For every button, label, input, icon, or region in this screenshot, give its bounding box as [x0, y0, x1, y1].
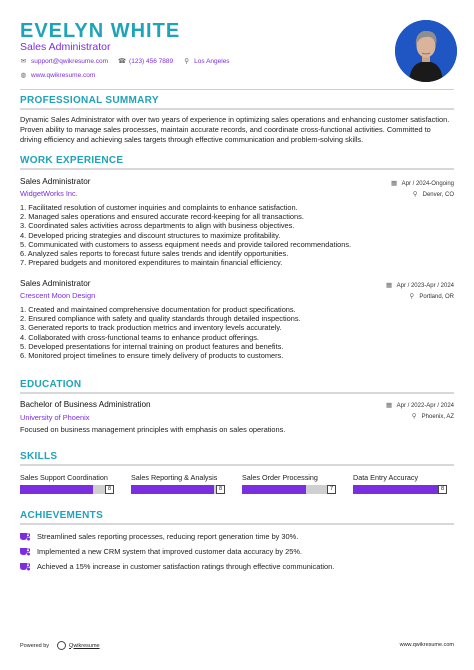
job-company: Crescent Moon Design [20, 291, 96, 300]
job-location-text: Portland, OR [419, 293, 454, 300]
phone-item [118, 58, 173, 65]
list-item: 3. Coordinated sales activities across departments to align with business objectives. [20, 221, 295, 231]
person-portrait-icon [395, 20, 457, 82]
website-text: www.qwikresume.com [31, 72, 96, 79]
job-dates-text: Apr / 2023-Apr / 2024 [396, 282, 454, 289]
job-dates [391, 180, 454, 187]
skills-heading: SKILLS [20, 451, 58, 462]
trophy-icon [20, 562, 30, 571]
list-item: 7. Prepared budgets and monitored expenditures to maintain financial efficiency. [20, 258, 283, 268]
skill-label: Data Entry Accuracy [353, 473, 419, 482]
list-item: 3. Generated reports to track production metrics and inventory levels accurately. [20, 323, 282, 333]
calendar-icon: ▦ [386, 402, 393, 409]
profile-photo [395, 20, 457, 82]
summary-text: Dynamic Sales Administrator with over two years of experience in optimizing sales operations and enhancing customer satisfaction. Proven ability to manage sales processes, maintain accurate records, and coordinate cross-functional activities. Committed to driving efficiency and achieving sales targets through effective communication and problem-solving skills. [20, 115, 450, 144]
achievements-divider [20, 523, 454, 525]
email-text: support@qwikresume.com [31, 58, 109, 65]
phone-icon: ☎ [118, 58, 127, 65]
achievements-heading: ACHIEVEMENTS [20, 510, 104, 521]
skill-label: Sales Order Processing [242, 473, 318, 482]
candidate-title: Sales Administrator [20, 41, 111, 53]
list-item: 2. Ensured compliance with safety and quality standards through detailed inspections. [20, 314, 301, 324]
experience-heading: WORK EXPERIENCE [20, 155, 124, 166]
skill-level: 8 [438, 485, 447, 494]
skill-item [242, 473, 336, 494]
skill-level: 7 [327, 485, 336, 494]
skill-label: Sales Reporting & Analysis [131, 473, 218, 482]
skill-label: Sales Support Coordination [20, 473, 108, 482]
list-item: 6. Monitored project timelines to ensure timely delivery of products to customers. [20, 351, 284, 361]
job-location [408, 293, 454, 300]
school-name: University of Phoenix [20, 413, 90, 422]
location-item [183, 58, 229, 65]
qwikresume-logo-icon [57, 641, 66, 650]
job-location [412, 191, 454, 198]
education-note: Focused on business management principles with emphasis on sales operations. [20, 425, 286, 434]
phone-text: (123) 456 7889 [129, 58, 174, 65]
calendar-icon: ▦ [391, 180, 398, 187]
footer-url[interactable]: www.qwikresume.com [399, 642, 454, 648]
list-item: 2. Managed sales operations and ensured accurate record-keeping for all transactions. [20, 212, 304, 222]
globe-icon: ◍ [20, 72, 27, 79]
location-pin-icon: ⚲ [412, 191, 418, 198]
location-pin-icon: ⚲ [409, 293, 415, 300]
achievement-item [20, 562, 334, 571]
summary-heading: PROFESSIONAL SUMMARY [20, 95, 159, 106]
education-dates-text: Apr / 2022-Apr / 2024 [396, 402, 454, 409]
trophy-icon [20, 532, 30, 541]
footer-powered-by [20, 641, 100, 650]
location-pin-icon: ⚲ [184, 58, 190, 65]
website-item[interactable] [20, 72, 95, 79]
email-icon: ✉ [20, 58, 27, 65]
skill-bar-fill [20, 485, 93, 494]
skill-bar [20, 485, 114, 494]
skill-bar [131, 485, 225, 494]
education-location-text: Phoenix, AZ [421, 413, 454, 420]
summary-divider [20, 108, 454, 110]
skill-level: 8 [216, 485, 225, 494]
degree-title: Bachelor of Business Administration [20, 400, 151, 409]
job-company: WidgetWorks Inc. [20, 189, 78, 198]
education-dates [386, 402, 454, 409]
trophy-icon [20, 547, 30, 556]
list-item: 1. Created and maintained comprehensive documentation for product specifications. [20, 305, 296, 314]
job-title: Sales Administrator [20, 177, 91, 186]
skill-bar [353, 485, 447, 494]
email-item[interactable] [20, 58, 108, 65]
list-item: 5. Developed presentations for internal training on product features and benefits. [20, 341, 284, 351]
job-location-text: Denver, CO [422, 191, 454, 198]
calendar-icon: ▦ [386, 282, 393, 289]
achievement-item [20, 532, 298, 541]
skill-bar-fill [353, 485, 438, 494]
achievement-item [20, 547, 302, 556]
achievement-text: Implemented a new CRM system that improved customer data accuracy by 25%. [37, 547, 302, 556]
contact-row [20, 58, 240, 65]
list-item: 6. Analyzed sales reports to forecast future sales trends and identify opportunities. [20, 249, 289, 259]
education-heading: EDUCATION [20, 379, 82, 390]
location-text: Los Angeles [194, 58, 230, 65]
job-dates-text: Apr / 2024-Ongoing [401, 180, 454, 187]
header-divider [20, 89, 454, 90]
skill-item [20, 473, 114, 494]
job-title: Sales Administrator [20, 279, 91, 288]
achievement-text: Achieved a 15% increase in customer satisfaction ratings through effective communication. [37, 562, 335, 571]
powered-by-label: Powered by [20, 642, 50, 649]
website-row [20, 72, 105, 79]
skill-bar [242, 485, 336, 494]
skill-bar-fill [131, 485, 214, 494]
location-pin-icon: ⚲ [411, 413, 417, 420]
skill-bar-fill [242, 485, 306, 494]
skill-item [131, 473, 225, 494]
education-location [411, 413, 454, 420]
education-divider [20, 392, 454, 394]
experience-divider [20, 168, 454, 170]
skill-level: 8 [105, 485, 114, 494]
job-bullets [20, 203, 454, 267]
achievement-text: Streamlined sales reporting processes, reducing report generation time by 30%. [37, 532, 299, 541]
list-item: 5. Communicated with customers to assess equipment needs and provide tailored recommendations. [20, 239, 352, 249]
job-bullets [20, 305, 454, 360]
candidate-name: EVELYN WHITE [20, 20, 181, 42]
skill-item [353, 473, 447, 494]
list-item: 4. Collaborated with cross-functional teams to enhance product offerings. [20, 332, 259, 342]
list-item: 1. Facilitated resolution of customer inquiries and complaints to enhance satisfaction. [20, 203, 298, 212]
brand-link[interactable]: Qwikresume [69, 642, 100, 649]
skills-divider [20, 464, 454, 466]
job-dates [386, 282, 454, 289]
list-item: 4. Developed pricing strategies and discount structures to maximize profitability. [20, 230, 281, 240]
